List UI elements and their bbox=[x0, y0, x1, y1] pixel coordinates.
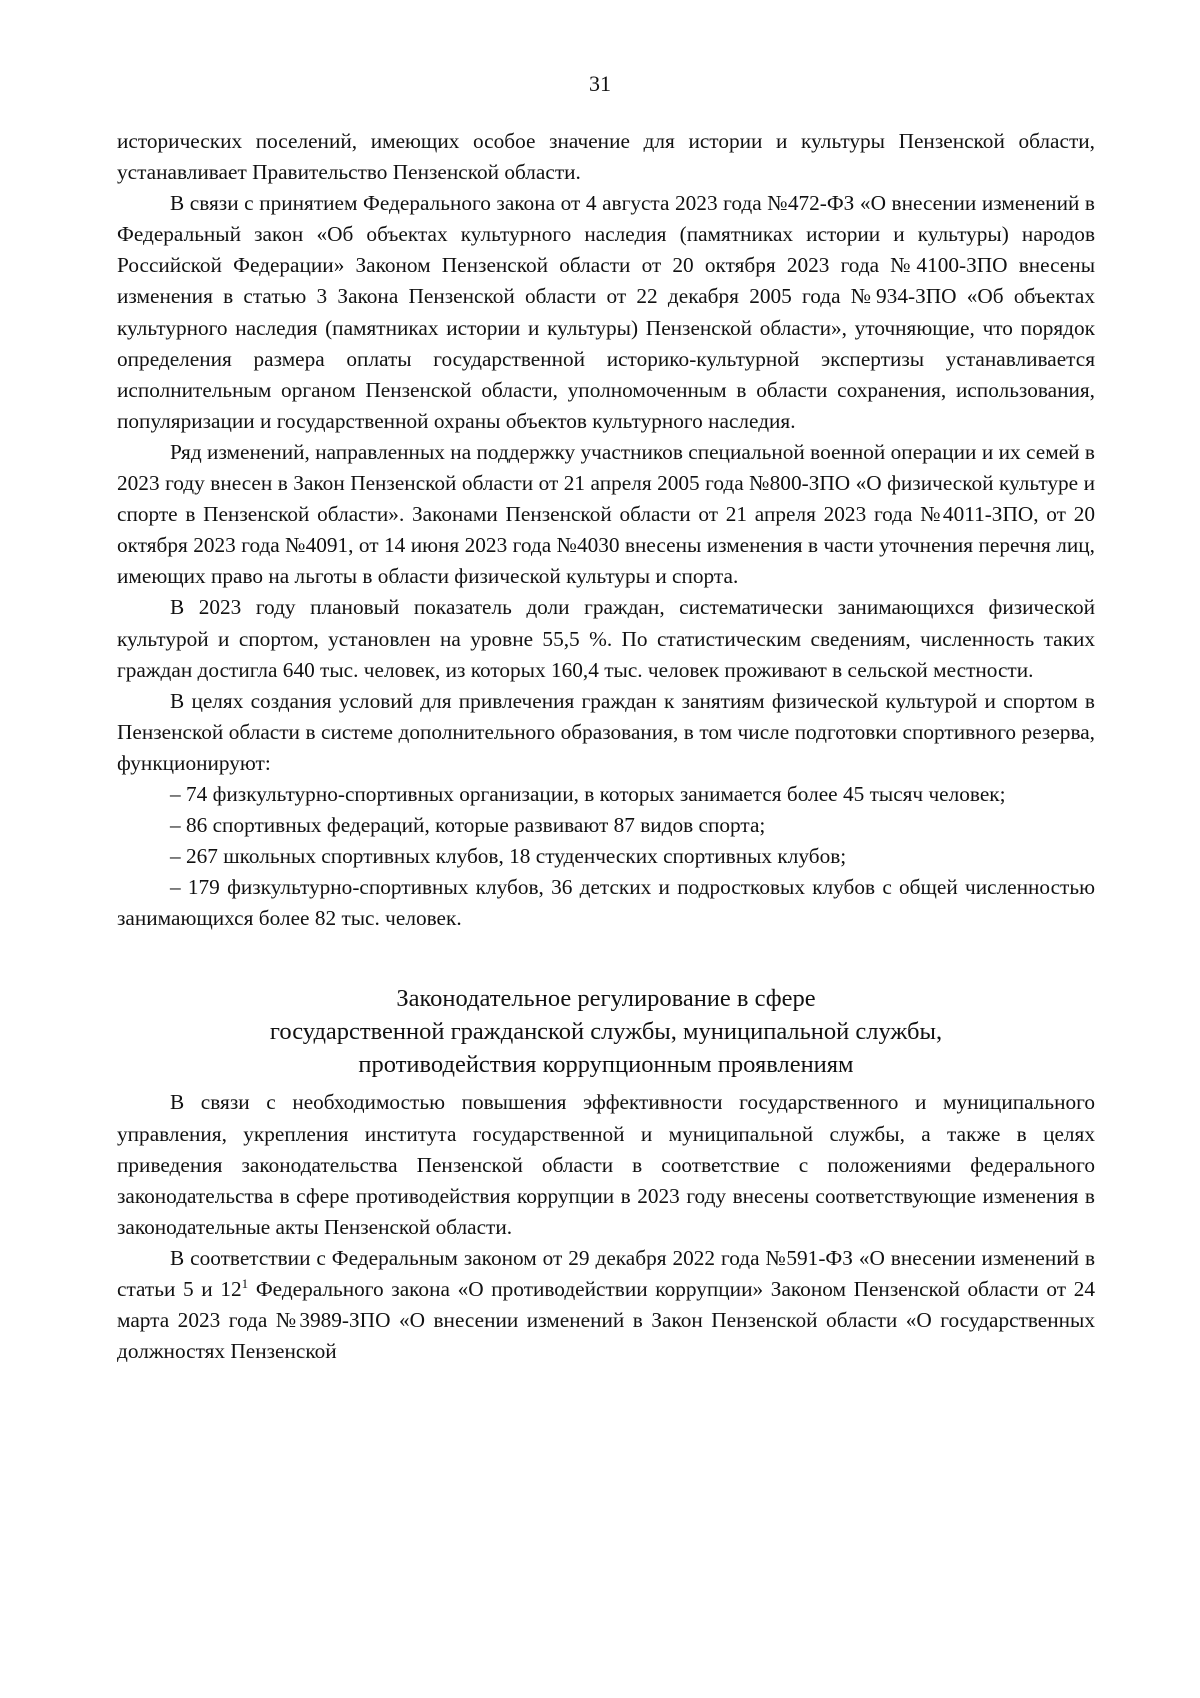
list-item: – 86 спортивных федераций, которые развивают 87 видов спорта; bbox=[170, 813, 766, 838]
paragraph-continuation: исторических поселений, имеющих особое значение для истории и культуры Пензенской области, устанавливает Правительство Пензенской области. bbox=[117, 129, 1095, 185]
page-number: 31 bbox=[589, 71, 611, 96]
paragraph-civil-service-changes: В связи с необходимостью повышения эффективности государственного и муниципального управления, укрепления института государственной и муниципальной службы, а также в целях приведения законодательства Пензенской области в соответствие с положениями федерального законодательства в сфере противодействия коррупции в 2023 году внесены соответствующие изменения в законодательные акты Пензенской области. bbox=[117, 1090, 1095, 1239]
list-item: – 179 физкультурно-спортивных клубов, 36 детских и подростковых клубов с общей численностью занимающихся более 82 тыс. человек. bbox=[117, 875, 1095, 931]
superscript: 1 bbox=[241, 1276, 249, 1292]
paragraph-sports-law-changes: Ряд изменений, направленных на поддержку участников специальной военной операции и их семей в 2023 году внесен в Закон Пензенской области от 21 апреля 2005 года №800-ЗПО «О физической культуре и спорте в Пензенской области». Законами Пензенской области от 21 апреля 2023 года №4011-ЗПО, от 20 октября 2023 года №4091, от 14 июня 2023 года №4030 внесены изменения в части уточнения перечня лиц, имеющих право на льготы в области физической культуры и спорта. bbox=[117, 439, 1095, 589]
section-heading bbox=[117, 982, 1095, 1081]
list-item: – 267 школьных спортивных клубов, 18 студенческих спортивных клубов; bbox=[170, 844, 847, 869]
paragraph-anticorruption-law bbox=[117, 1243, 1095, 1367]
list-item: – 74 физкультурно-спортивных организации, в которых занимается более 45 тысяч человек; bbox=[170, 781, 1006, 806]
section-heading-line: Законодательное регулирование в сфере bbox=[396, 985, 816, 1013]
paragraph-sports-organizations-intro: В целях создания условий для привлечения граждан к занятиям физической культурой и спортом в Пензенской области в системе дополнительного образования, в том числе подготовки спортивного резерва, функционируют: bbox=[117, 688, 1095, 775]
paragraph-cultural-heritage-law: В связи с принятием Федерального закона от 4 августа 2023 года №472-ФЗ «О внесении изменений в Федеральный закон «Об объектах культурного наследия (памятниках истории и культуры) народов Российской Федерации» Законом Пензенской области от 20 октября 2023 года №4100-ЗПО внесены изменения в статью 3 Закона Пензенской области от 22 декабря 2005 года №934-ЗПО «Об объектах культурного наследия (памятниках истории и культуры) Пензенской области», уточняющие, что порядок определения размера оплаты государственной историко-культурной экспертизы устанавливается исполнительным органом Пензенской области, уполномоченным в области сохранения, использования, популяризации и государственной охраны объектов культурного наследия. bbox=[117, 191, 1095, 433]
section-heading-line: государственной гражданской службы, муниципальной службы, bbox=[269, 1018, 943, 1046]
paragraph-sports-statistics: В 2023 году плановый показатель доли граждан, систематически занимающихся физической культурой и спортом, установлен на уровне 55,5 %. По статистическим сведениям, численность таких граждан достигла 640 тыс. человек, из которых 160,4 тыс. человек проживают в сельской местности. bbox=[117, 595, 1095, 682]
section-heading-line: противодействия коррупционным проявлениям bbox=[358, 1051, 854, 1079]
page-content bbox=[117, 126, 1095, 1367]
paragraph-text-part: Федерального закона «О противодействии коррупции» Законом Пензенской области от 24 марта 2023 года №3989-ЗПО «О внесении изменений в Закон Пензенской области «О государственных должностях Пензенской bbox=[117, 1277, 1095, 1364]
paragraph-text-part: В соответствии с Федеральным законом от 29 декабря 2022 года №591-ФЗ «О внесении изменений в статьи 5 и 12 bbox=[117, 1245, 1095, 1301]
